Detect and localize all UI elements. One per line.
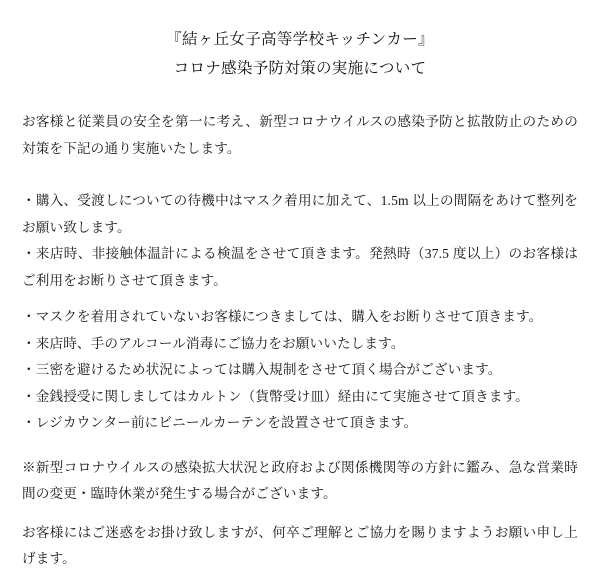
intro-paragraph: お客様と従業員の安全を第一に考え、新型コロナウイルスの感染予防と拡散防止のための対策を下記の通り実施いたします。 [22, 114, 578, 156]
list-item: ・来店時、非接触体温計による検温をさせて頂きます。発熱時（37.5 度以上）のお客様はご利用をお断りさせて頂きます。 [22, 246, 578, 288]
spacer [22, 508, 578, 520]
spacer [22, 162, 578, 188]
document-title [18, 26, 582, 83]
list-item: ・三密を避けるため状況によっては購入規制をさせて頂く場合がございます。 [22, 362, 502, 378]
title-line-2: コロナ感染予防対策の実施について [173, 59, 427, 77]
measures-list-group-2 [22, 304, 578, 437]
spacer [22, 437, 578, 455]
spacer [22, 294, 578, 304]
list-item: ・マスクを着用されていないお客様につきましては、購入をお断りさせて頂きます。 [22, 309, 543, 325]
document-body [22, 109, 578, 573]
list-item: ・購入、受渡しについての待機中はマスク着用に加えて、1.5m 以上の間隔をあけて整列をお願い致します。 [22, 193, 578, 235]
list-item: ・金銭授受に関しましてはカルトン（貨幣受け皿）経由にて実施させて頂きます。 [22, 388, 529, 404]
measures-list-group-1 [22, 188, 578, 294]
list-item: ・来店時、手のアルコール消毒にご協力をお願いいたします。 [22, 335, 405, 351]
closing-paragraph: お客様にはご迷惑をお掛け致しますが、何卒ご理解とご協力を賜りますようお願い申し上げます。 [22, 524, 578, 567]
title-line-1: 『結ヶ丘女子高等学校キッチンカー』 [166, 31, 434, 48]
list-item: ・レジカウンター前にビニールカーテンを設置させて頂きます。 [22, 415, 418, 431]
note-paragraph: ※新型コロナウイルスの感染拡大状況と政府および関係機関等の方針に鑑み、急な営業時間の変更・臨時休業が発生する場合がございます。 [22, 459, 578, 502]
